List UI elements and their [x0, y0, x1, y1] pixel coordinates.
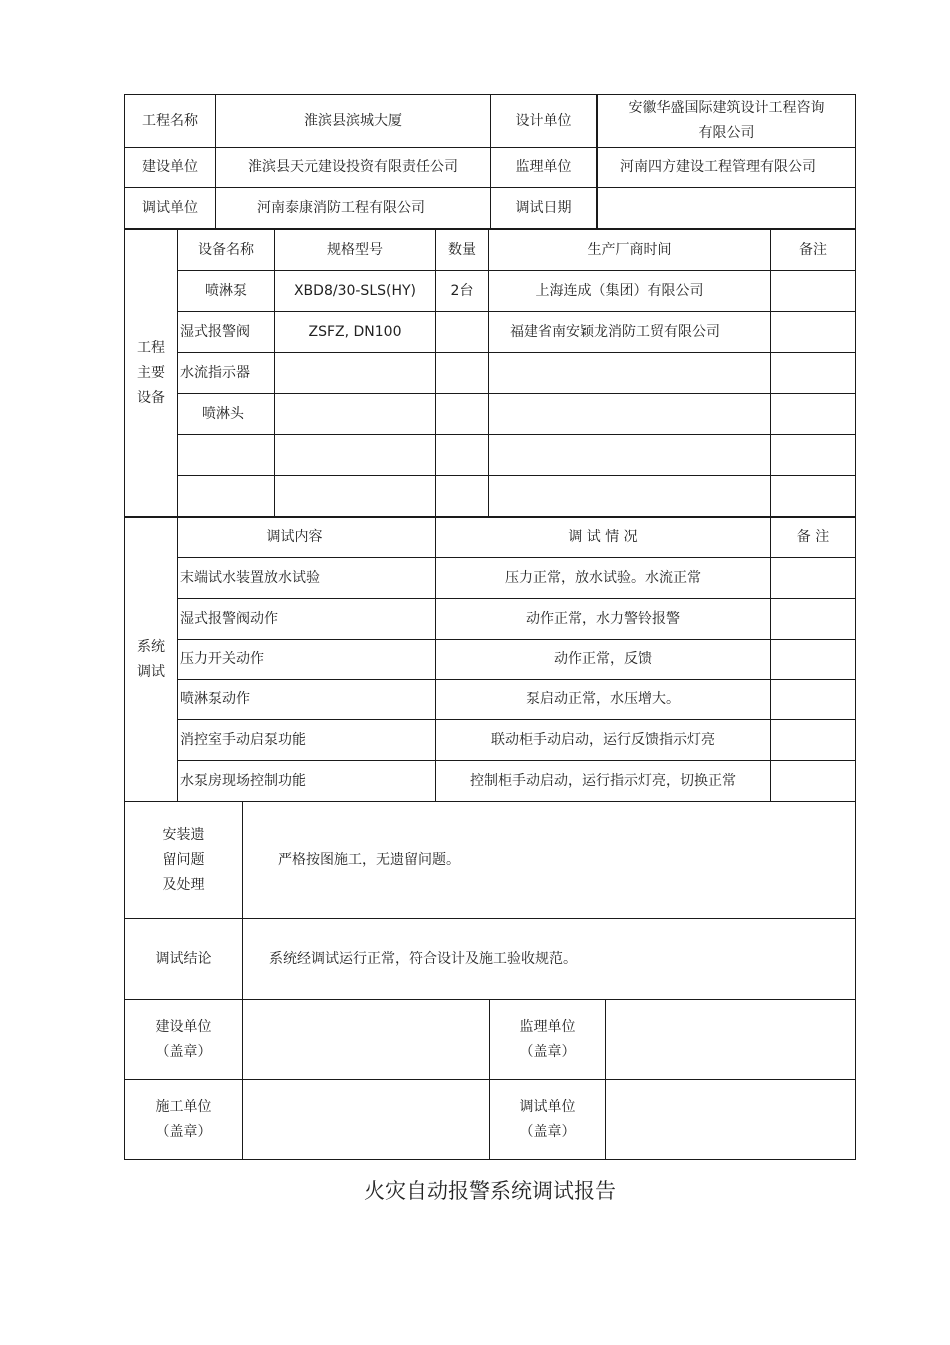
issues-label-3: 及处理 — [162, 876, 205, 893]
design-unit-value — [598, 95, 855, 147]
table-cell — [771, 476, 855, 516]
commissioning-date-value — [598, 188, 855, 228]
table-cell — [771, 720, 855, 760]
stamp-label-seal: （盖章） — [155, 1043, 212, 1060]
conclusion-text: 系统经调试运行正常，符合设计及施工验收规范。 — [269, 950, 577, 967]
table-cell: 压力开关动作 — [180, 651, 264, 667]
table-cell: ZSFZ, DN100 — [308, 323, 402, 340]
table-cell — [178, 435, 274, 475]
commissioning-date-label: 调试日期 — [515, 199, 572, 216]
table-cell: 控制柜手动启动，运行指示灯亮，切换正常 — [470, 772, 736, 789]
equipment-label-3: 设备 — [137, 389, 165, 406]
equipment-col-name: 设备名称 — [198, 241, 254, 258]
equipment-col-remark: 备注 — [799, 241, 827, 258]
test-col-remark: 备 注 — [796, 529, 830, 545]
table-cell — [436, 435, 488, 475]
stamp-label-seal: （盖章） — [519, 1123, 576, 1140]
table-cell — [436, 353, 488, 393]
table-cell — [436, 312, 488, 352]
construction-stamp-label — [125, 1000, 242, 1079]
construction-unit-value: 淮滨县天元建设投资有限责任公司 — [248, 159, 458, 175]
test-col-content: 调试内容 — [266, 529, 323, 545]
system-test-label-2: 调试 — [137, 663, 165, 680]
table-cell — [771, 312, 855, 352]
project-name-value: 淮滨县滨城大厦 — [304, 112, 402, 129]
table-cell: 喷淋头 — [202, 405, 244, 422]
table-cell: 湿式报警阀动作 — [180, 610, 278, 627]
table-cell: 福建省南安颖龙消防工贸有限公司 — [510, 323, 720, 340]
project-name-label: 工程名称 — [142, 112, 198, 129]
table-cell — [489, 435, 770, 475]
table-cell — [489, 476, 770, 516]
table-cell — [771, 761, 855, 801]
stamp-label-unit: 监理单位 — [519, 1018, 576, 1035]
table-cell — [178, 476, 274, 516]
issues-label-1: 安装遗 — [162, 826, 205, 843]
table-cell: 水流指示器 — [180, 364, 250, 381]
system-test-section-label — [125, 518, 177, 801]
table-cell — [436, 476, 488, 516]
document-title: 火灾自动报警系统调试报告 — [364, 1179, 616, 1203]
issues-label-2: 留问题 — [162, 851, 205, 868]
table-cell: 湿式报警阀 — [180, 323, 250, 340]
table-cell: 联动柜手动启动，运行反馈指示灯亮 — [491, 731, 715, 748]
table-cell — [275, 394, 435, 434]
table-cell: 末端试水装置放水试验 — [180, 569, 320, 586]
table-cell — [275, 353, 435, 393]
commissioning-stamp-label — [490, 1080, 605, 1159]
table-cell: 喷淋泵 — [205, 282, 247, 299]
table-cell: 水泵房现场控制功能 — [180, 772, 306, 789]
stamp-label-seal: （盖章） — [155, 1123, 212, 1140]
table-cell: 2台 — [450, 282, 474, 299]
supervision-unit-label: 监理单位 — [515, 159, 572, 175]
table-cell: 喷淋泵动作 — [180, 691, 250, 707]
table-cell — [771, 599, 855, 639]
equipment-section-label — [125, 230, 177, 516]
equipment-label-1: 工程 — [137, 339, 165, 356]
table-cell — [771, 394, 855, 434]
table-cell — [771, 271, 855, 311]
table-cell — [275, 435, 435, 475]
commissioning-unit-label: 调试单位 — [142, 199, 198, 216]
supervision-stamp-label — [490, 1000, 605, 1079]
issues-text: 严格按图施工，无遗留问题。 — [278, 851, 460, 868]
table-cell: XBD8/30-SLS(HY) — [293, 282, 417, 299]
construction-unit-label: 建设单位 — [142, 159, 198, 175]
stamp-label-seal: （盖章） — [519, 1043, 576, 1060]
stamp-label-unit: 调试单位 — [519, 1098, 576, 1115]
table-cell — [275, 476, 435, 516]
design-unit-label: 设计单位 — [515, 112, 572, 129]
issues-label — [125, 802, 242, 918]
table-cell: 动作正常，水力警铃报警 — [526, 610, 680, 627]
commissioning-unit-value: 河南泰康消防工程有限公司 — [257, 199, 425, 216]
table-cell — [489, 353, 770, 393]
table-cell: 压力正常，放水试验。水流正常 — [505, 569, 701, 586]
table-cell — [489, 394, 770, 434]
design-unit-line2: 有限公司 — [698, 125, 755, 141]
equipment-col-maker: 生产厂商时间 — [587, 241, 672, 258]
table-cell: 上海连成（集团）有限公司 — [535, 282, 704, 299]
test-col-result: 调 试 情 况 — [568, 529, 638, 545]
supervision-unit-value: 河南四方建设工程管理有限公司 — [620, 159, 816, 175]
equipment-col-model: 规格型号 — [327, 241, 383, 258]
table-cell — [771, 435, 855, 475]
equipment-col-qty: 数量 — [448, 241, 476, 258]
system-test-label-1: 系统 — [137, 638, 165, 655]
stamp-label-unit: 建设单位 — [155, 1018, 212, 1035]
table-cell — [436, 394, 488, 434]
table-cell: 泵启动正常，水压增大。 — [526, 691, 680, 707]
equipment-label-2: 主要 — [137, 364, 165, 381]
conclusion-label: 调试结论 — [155, 950, 212, 967]
table-cell — [771, 558, 855, 598]
builder-stamp-label — [125, 1080, 242, 1159]
stamp-label-unit: 施工单位 — [155, 1098, 212, 1115]
table-cell — [771, 640, 855, 679]
table-cell: 动作正常，反馈 — [554, 651, 652, 667]
design-unit-line1: 安徽华盛国际建筑设计工程咨询 — [628, 100, 825, 116]
table-cell — [771, 353, 855, 393]
table-cell: 消控室手动启泵功能 — [180, 731, 306, 748]
table-cell — [771, 680, 855, 719]
